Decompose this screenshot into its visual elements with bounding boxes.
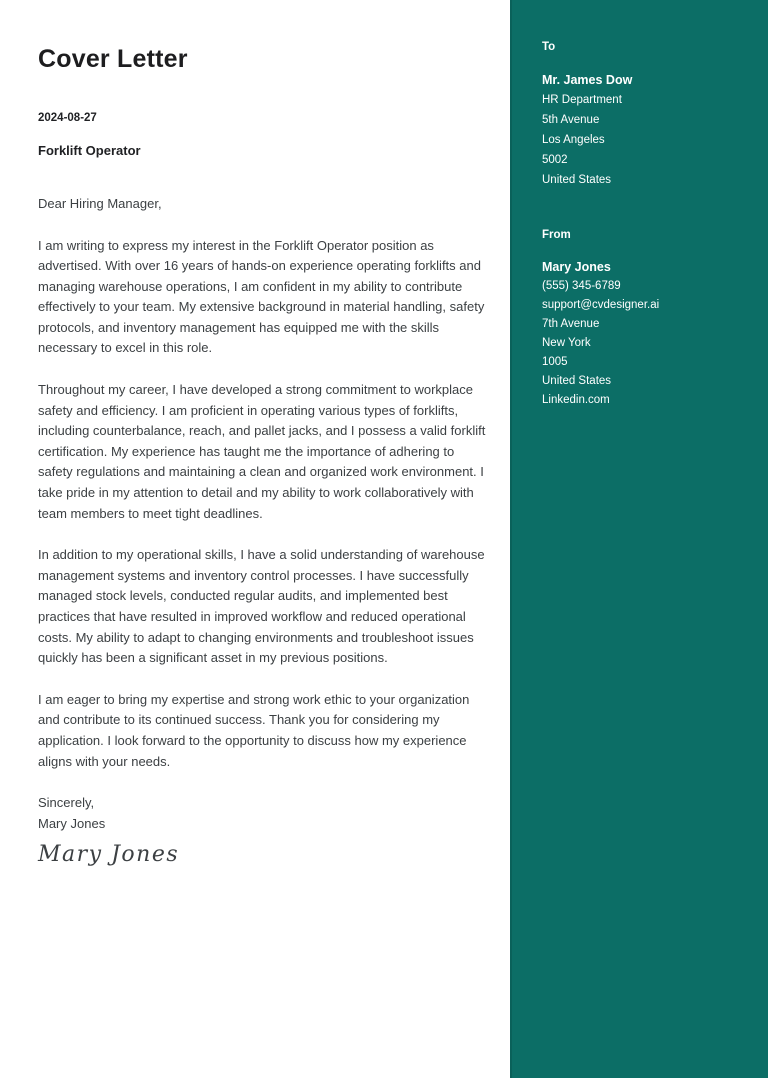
recipient-department: HR Department [542,94,622,106]
sender-postal-code: 1005 [542,356,568,368]
letter-paragraph-4: I am eager to bring my expertise and strong work ethic to your organization and contribute to its continued success. Thank you for considering my application. I look forward to the opportunity to discuss how my experience aligns with your needs. [38,691,470,769]
letter-paragraph-1: I am writing to express my interest in the Forklift Operator position as advertised. With over 16 years of hands-on experience operating forklifts and managing warehouse operations, I am confident in my ability to contribute effectively to your team. My extensive background in material handling, safety protocols, and inventory management has equipped me with the skills necessary to excel in this role. [38,237,485,356]
from-section [542,228,748,410]
letter-body [38,0,486,869]
letter-paragraph-3: In addition to my operational skills, I have a solid understanding of warehouse management systems and inventory control processes. I have successfully managed stock levels, conducted regular audits, and implemented best practices that have resulted in improved workflow and reduced operational costs. My ability to adapt to changing environments and troubleshoot issues quickly has been a significant asset in my previous positions. [38,547,485,666]
from-label: From [542,229,571,241]
sender-contact-name: Mary Jones [542,260,611,274]
recipient-street: 5th Avenue [542,114,600,126]
recipient-name: Mr. James Dow [542,73,633,87]
typed-sender-name: Mary Jones [38,815,106,831]
sender-city: New York [542,337,591,349]
recipient-country: United States [542,174,612,186]
salutation: Dear Hiring Manager, [38,196,162,211]
sender-street: 7th Avenue [542,318,600,330]
sender-email: support@cvdesigner.ai [542,299,660,311]
contact-sidebar [510,0,768,1078]
recipient-postal-code: 5002 [542,154,568,166]
to-label: To [542,41,556,53]
to-section [542,40,748,190]
letter-date: 2024-08-27 [38,112,97,124]
letter-paragraph-2: Throughout my career, I have developed a strong commitment to workplace safety and efficiency. I am proficient in operating various types of forklifts, including counterbalance, reach, and pallet jacks, and I possess a valid forklift certification. My experience has taught me the importance of adhering to safety regulations and maintaining a clean and organized work environment. I take pride in my attention to detail and my ability to work collaboratively with team members to meet tight deadlines. [38,382,486,521]
recipient-city: Los Angeles [542,134,605,146]
closing-salutation: Sincerely, [38,795,95,811]
sender-phone: (555) 345-6789 [542,280,621,292]
sender-linkedin: Linkedin.com [542,394,610,406]
sender-country: United States [542,375,612,387]
page-title: Cover Letter [38,45,188,73]
handwritten-signature: Mary Jones [38,842,180,868]
job-title: Forklift Operator [38,143,141,158]
